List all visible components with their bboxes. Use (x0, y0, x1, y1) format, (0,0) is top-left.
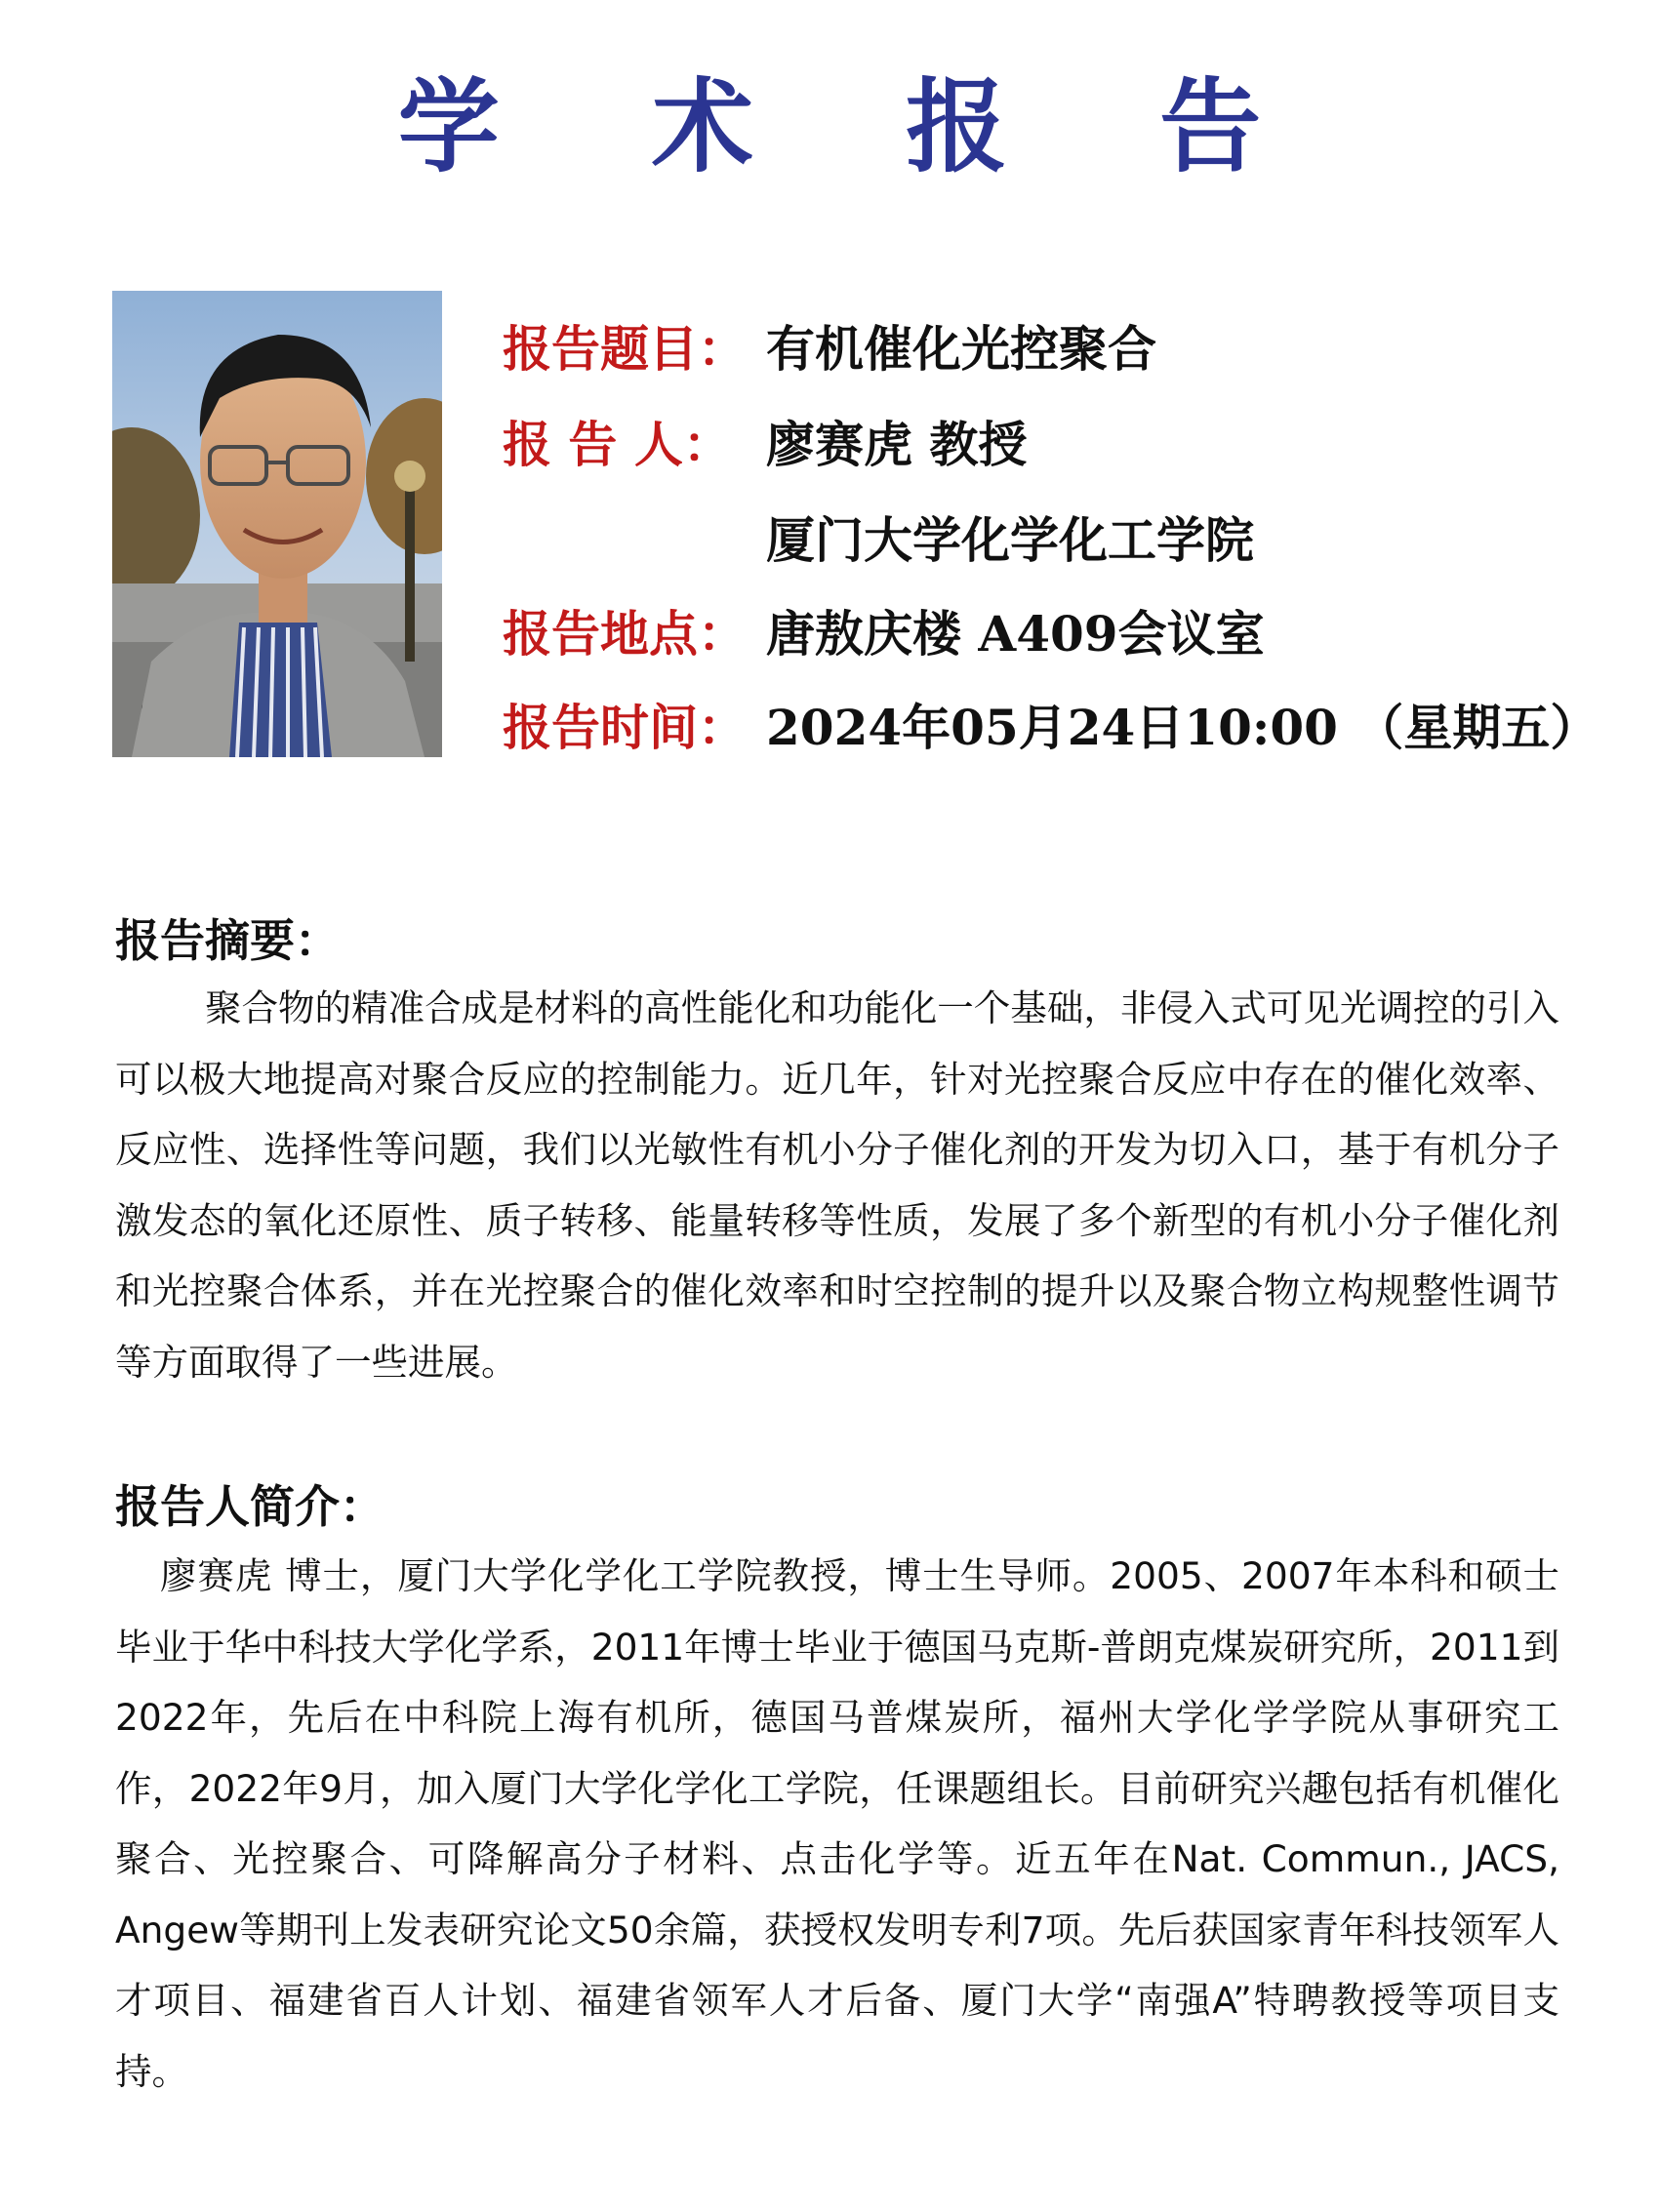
place-label: 报告地点： (503, 605, 747, 663)
place-value: 唐敖庆楼 A409会议室 (766, 605, 1265, 663)
speaker-value: 廖赛虎 教授 (766, 416, 1028, 473)
topic-value: 有机催化光控聚合 (766, 320, 1156, 378)
abstract-text: 聚合物的精准合成是材料的高性能化和功能化一个基础，非侵入式可见光调控的引入可以极大地提高对聚合反应的控制能力。近几年，针对光控聚合反应中存在的催化效率、反应性、选择性等问题，我们以光敏性有机小分子催化剂的开发为切入口，基于有机分子激发态的氧化还原性、质子转移、能量转移等性质，发展了多个新型的有机小分子催化剂和光控聚合体系，并在光控聚合的催化效率和时空控制的提升以及聚合物立构规整性调节等方面取得了一些进展。 (115, 986, 1559, 1384)
bio-heading: 报告人简介： (115, 1480, 384, 1533)
speaker-photo (112, 291, 442, 757)
speaker-label: 报 告 人： (503, 416, 732, 473)
page-title: 学 术 报 告 (397, 67, 1320, 186)
time-row (503, 685, 1598, 763)
bio-text: 廖赛虎 博士，厦门大学化学化工学院教授，博士生导师。2005、2007年本科和硕士毕业于华中科技大学化学系，2011年博士毕业于德国马克斯-普朗克煤炭研究所，2011到2022年，先后在中科院上海有机所，德国马普煤炭所，福州大学化学学院从事研究工作，2022年9月，加入厦门大学化学化工学院，任课题组长。目前研究兴趣包括有机催化聚合、光控聚合、可降解高分子材料、点击化学等。近五年在Nat. Commun., JACS, Angew等期刊上发表研究论文50余篇，获授权发明专利7项。先后获国家青年科技领军人才项目、福建省百人计划、福建省领军人才后备、厦门大学“南强A”特聘教授等项目支持。 (115, 1554, 1559, 2093)
speaker-row (503, 402, 1027, 480)
place-row (503, 591, 1265, 669)
affiliation-value: 厦门大学化学化工学院 (766, 511, 1254, 569)
abstract-heading: 报告摘要： (115, 914, 340, 967)
time-label: 报告时间： (503, 699, 747, 756)
topic-row (503, 306, 1156, 384)
time-value: 2024年05月24日10:00 （星期五） (766, 699, 1599, 756)
affiliation-row (766, 498, 1254, 576)
topic-label: 报告题目： (503, 320, 747, 378)
